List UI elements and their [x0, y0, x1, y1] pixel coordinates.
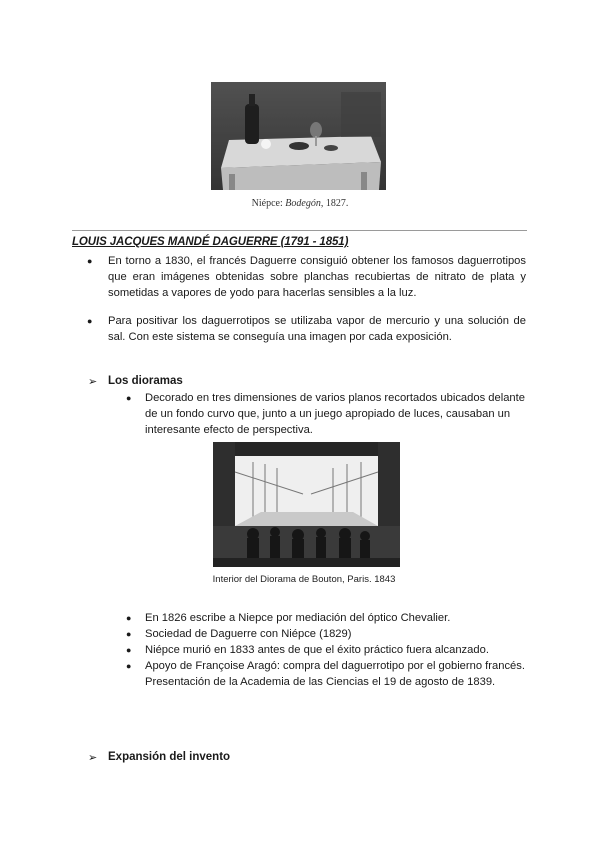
bullet-icon: ● — [126, 629, 132, 639]
dioramas-heading: Los dioramas — [108, 375, 183, 387]
diorama-engraving — [213, 442, 400, 567]
arrow-bullet-icon: ➢ — [88, 752, 98, 764]
bullet-text-chevalier: En 1826 escribe a Niepce por mediación del óptico Chevalier. — [145, 612, 451, 624]
bullet-text-daguerrotipos: En torno a 1830, el francés Daguerre consiguió obtener los famosos daguerrotipos que eran imágenes obtenidas sobre planchas recubiertas de nitrato de plata y sometidas a vapores de yodo para hacerlas sensibles a la luz. — [108, 255, 526, 299]
caption-year: , 1827. — [320, 198, 349, 209]
caption-work: Bodegón — [285, 198, 321, 209]
bullet-icon: ● — [126, 661, 132, 671]
horizontal-divider — [72, 230, 527, 231]
bullet-icon: ● — [126, 613, 132, 623]
bullet-icon: ● — [87, 316, 93, 326]
still-life-caption — [200, 198, 400, 209]
still-life-photo — [211, 82, 386, 190]
bullet-text-sociedad: Sociedad de Daguerre con Niépce (1829) — [145, 628, 352, 640]
dioramas-description: Decorado en tres dimensiones de varios planos recortados ubicados delante de un fondo curvo que, junto a un juego apropiado de luces, causaban un interesante efecto de perspectiva. — [145, 392, 525, 436]
bullet-icon: ● — [126, 645, 132, 655]
bullet-text-positivar: Para positivar los daguerrotipos se utilizaba vapor de mercurio y una solución de sal. Con este sistema se conseguía una imagen por cada exposición. — [108, 315, 526, 343]
bullet-text-arago: Apoyo de Françoise Aragó: compra del daguerrotipo por el gobierno francés. Presentación de la Academia de las Ciencias el 19 de agosto de 1839. — [145, 660, 525, 688]
bullet-icon: ● — [126, 393, 132, 403]
section-title: LOUIS JACQUES MANDÉ DAGUERRE (1791 - 1851) — [72, 236, 349, 248]
diorama-caption: Interior del Diorama de Bouton, Paris. 1843 — [212, 574, 396, 585]
caption-author: Niépce: — [251, 198, 283, 209]
arrow-bullet-icon: ➢ — [88, 376, 98, 388]
bullet-icon: ● — [87, 256, 93, 266]
expansion-heading: Expansión del invento — [108, 751, 231, 763]
bullet-text-niepce-murio: Niépce murió en 1833 antes de que el éxito práctico fuera alcanzado. — [145, 644, 489, 656]
